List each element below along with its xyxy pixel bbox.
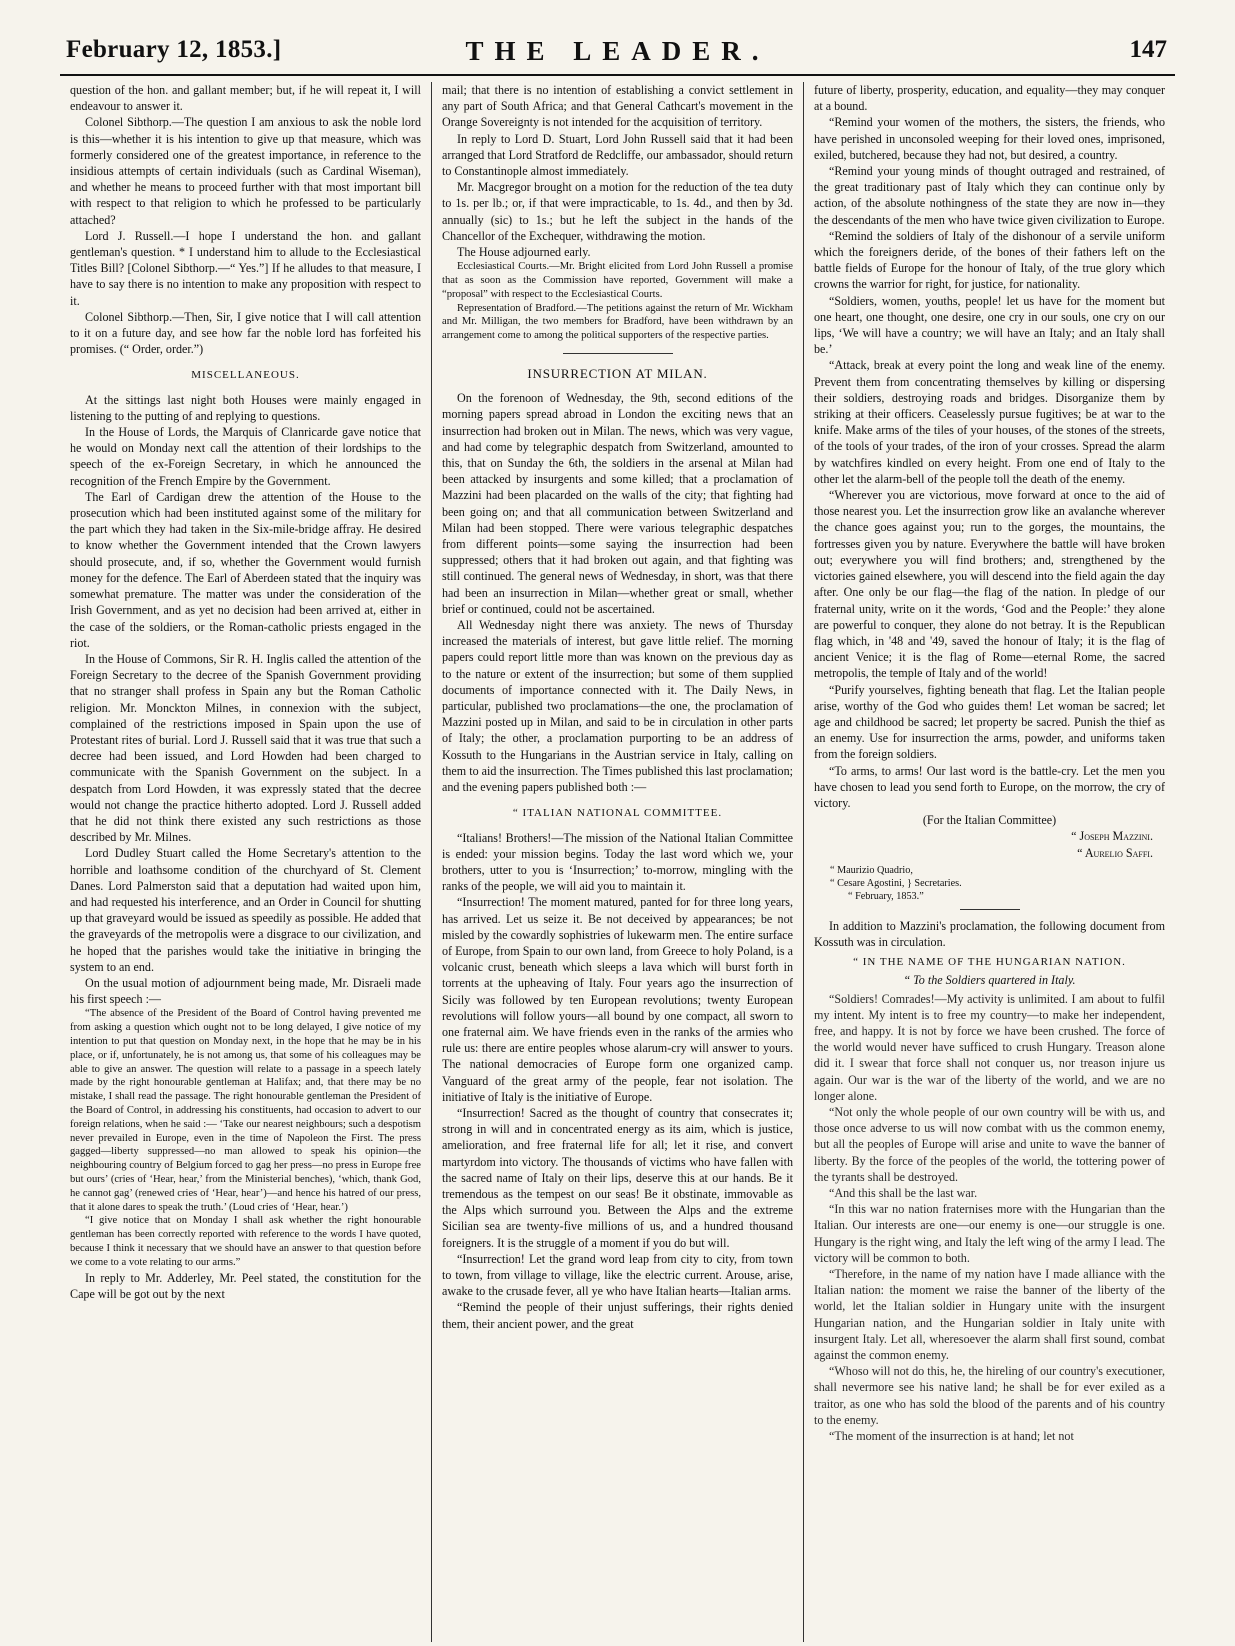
paragraph: The House adjourned early.	[457, 245, 591, 260]
masthead	[60, 28, 1175, 76]
article-columns	[60, 82, 1175, 1642]
proclamation-paragraph: “Insurrection! The moment matured, panted for for three long years, has arrived. Let us seize it. Be not deceived by appearances; be not misled by the cowardly sophistries of lukewarm men. The entire surface of Europe, from Spain to our own land, from Greece to holy Poland, is a volcanic crust, beneath which sleeps a lava which will burst forth in torrents at the upheaving of Italy. Four years ago the insurrection of Sicily was followed by ten European revolutions; twenty European revolutions will follow yours—all bound by one compact, all sworn to one fraternal aim. We have friends even in the ranks of the armies who rule us: there are entire peoples whose alarum-cry will answer to yours. The national democracies of Europe form one organized camp. Vanguard of the great army of the people, fear not isolation. The initiative of Italy is the initiative of Europe.	[442, 895, 793, 1104]
paragraph: Mr. Macgregor brought on a motion for the reduction of the tea duty to 1s. per lb.; or, if that were impracticable, to 1s. 4d., and then by 3d. annually (sic) to 1s.; but he left the subject in the hands of the Chancellor of the Exchequer, withdrawing the motion.	[442, 180, 793, 243]
proclamation-paragraph: future of liberty, prosperity, education, and equality—they may conquer at a bound.	[814, 83, 1165, 114]
signature-saffi: “ Aurelio Saffi.	[1077, 845, 1153, 860]
section-heading-miscellaneous: MISCELLANEOUS.	[191, 369, 300, 382]
paragraph: Colonel Sibthorp.—The question I am anxious to ask the noble lord is this—whether it is his intention to give up that measure, which was formerly considered one of the greatest importance, in reference to the insidious attempts of certain individuals (such as Cardinal Wiseman), and whether he means to proceed further with that most important bill with respect to that religion to which he professed to be particularly attached?	[70, 115, 421, 227]
news-brief: Ecclesiastical Courts.—Mr. Bright elicited from Lord John Russell a promise that as soon as the Commission have reported, Government will make a “proposal” with respect to the Ecclesiastical Courts.	[442, 261, 793, 300]
section-divider	[563, 353, 673, 354]
paragraph: Lord Dudley Stuart called the Home Secretary's attention to the horrible and loathsome condition of the churchyard of St. Clement Danes. Lord Palmerston said that a deputation had waited upon him, and had requested his interference, and an Order in Council for shutting up that graveyard would be issued as speedily as possible. He added that the graveyards of the metropolis were a disgrace to our civilization, and he hoped that the parishes would take the initiative in bringing the system to an end.	[70, 846, 421, 974]
proclamation-paragraph: “Italians! Brothers!—The mission of the National Italian Committee is ended: your mission begins. Today the last word which we, your brothers, utter to you is ‘Insurrection;’ to-morrow, mingling with the ranks of the people, we will aid you to maintain it.	[442, 830, 793, 894]
section-divider	[960, 909, 1020, 910]
secretaries-label: } Secretaries.	[906, 877, 962, 889]
paragraph: In the House of Commons, Sir R. H. Inglis called the attention of the Foreign Secretary to the decree of the Spanish Government providing that no stranger shall profess in Spain any but the Roman Catholic religion. Mr. Monckton Milnes, in connexion with the subject, complained of the restrictions imposed in Spain upon the use of Protestant rites of burial. Lord J. Russell said that it was true that such a decree had been issued, and Lord Howden had been charged to communicate with the Spanish Government on the subject. In a despatch from Lord Howden, it was expressly stated that the decree would not change the practice hitherto adopted. Lord J. Russell added that he did not think there existed any such restrictions as those described by Mr. Milnes.	[70, 651, 421, 845]
proclamation-paragraph: “Attack, break at every point the long and weak line of the enemy. Prevent them from concentrating themselves by killing or dispersing their soldiers, destroying roads and bridges. Disorganize them by striking at their officers. Ceaselessly pursue fugitives; be at war to the knife. Make arms of the tiles of your houses, of the stones of the streets, of the tools of your trades, of the iron of your crosses. Spread the alarm by watchfires kindled on every height. From one end of Italy to the other let the alarm-bell of the people toll the death of the enemy.	[814, 358, 1165, 486]
page-number: 147	[1129, 36, 1167, 63]
column-2	[431, 82, 803, 1642]
proclamation-heading: “ ITALIAN NATIONAL COMMITTEE.	[512, 807, 723, 820]
proclamation-paragraph: “Not only the whole people of our own country will be with us, and those once adverse to us will now combat with us the common enemy, but all the peoples of Europe will arise and unite to wave the banner of liberty. By the force of the peoples of the world, the tottering power of the tyrants shall be destroyed.	[814, 1104, 1165, 1184]
paragraph: question of the hon. and gallant member; but, if he will repeat it, I will endeavour to answer it.	[70, 83, 421, 114]
hungarian-subheading: “ To the Soldiers quartered in Italy.	[903, 973, 1076, 988]
newspaper-title: THE LEADER.	[465, 36, 770, 66]
proclamation-paragraph: “And this shall be the last war.	[829, 1186, 978, 1200]
proclamation-paragraph: “Therefore, in the name of my nation have I made alliance with the Italian nation: the moment we raise the banner of the liberty of the world, let the Italian soldier in Hungary unite with the insurgent Hungarian nation, and the Hungarian soldier in Italy unite with insurgent Italy. Let all, wheresoever the alarm shall first sound, combat against the common enemy.	[814, 1267, 1165, 1363]
proclamation-paragraph: “Remind your women of the mothers, the sisters, the friends, who have perished in unconsoled weeping for their loved ones, imprisoned, exiled, butchered, because they had not, but desired, a country.	[814, 115, 1165, 162]
paragraph: In reply to Mr. Adderley, Mr. Peel stated, the constitution for the Cape will be got out by the next	[70, 1270, 421, 1301]
section-heading-insurrection: INSURRECTION AT MILAN.	[527, 366, 708, 382]
proclamation-paragraph: “Remind your young minds of thought outraged and restrained, of the great traditionary past of Italy which they can continue only by action, of the absolute nothingness of the state they are now in—they the descendants of the men who have twice given civilization to Europe.	[814, 164, 1165, 227]
quoted-speech: “I give notice that on Monday I shall ask whether the right honourable gentleman has been correctly reported with reference to the words I have quoted, because I think it necessary that we should have an answer to that question before we come to a vote relating to our arms.”	[70, 1215, 421, 1268]
proclamation-paragraph: “The moment of the insurrection is at hand; let not	[829, 1429, 1074, 1444]
column-3	[803, 82, 1175, 1642]
proclamation-paragraph: “In this war no nation fraternises more with the Hungarian than the Italian. Our interests are one—our enemy is one—our struggle is one. Hungary is the right wing, and Italy the left wing of the army I lead. The victory will be common to both.	[814, 1202, 1165, 1265]
paragraph: At the sittings last night both Houses were mainly engaged in listening to the putting of and replying to questions.	[70, 392, 421, 423]
secretary-quadrio: “ Maurizio Quadrio,	[830, 864, 913, 876]
proclamation-paragraph: “Insurrection! Let the grand word leap from city to city, from town to town, from village to village, like the electric current. Arouse, arise, awake to the crusade fever, all ye who have Italian hearts—Italian arms.	[442, 1251, 793, 1299]
paragraph: Lord J. Russell.—I hope I understand the hon. and gallant gentleman's question. * I understand him to allude to the Ecclesiastical Titles Bill? [Colonel Sibthorp.—“ Yes.”] If he alludes to that measure, I have to say there is no intention to make any proposition with respect to it.	[70, 228, 421, 308]
secretaries-block	[814, 864, 1165, 903]
proclamation-paragraph: “Insurrection! Sacred as the thought of country that consecrates it; strong in will and in concentrated energy as its aim, which is justice, amelioration, and free fraternal life for all; let it rise, and convert martyrdom into victory. The thousands of victims who have fallen with the sacred name of Italy on their lips, deserve this at our hands. Be it tremendous as the tempest on our seas! Be it obstinate, immovable as the Alps which surround you. Between the Alps and the extreme Sicilian sea are twenty-five millions of us, and a hundred thousand foreigners. It is the struggle of a moment if you do but will.	[442, 1105, 793, 1250]
proclamation-paragraph: “Purify yourselves, fighting beneath that flag. Let the Italian people arise, worthy of the God who guides them! Let woman be sacred; let age and childhood be sacred; let property be sacred. Punish the thief as an enemy. Use for insurrection the arms, powder, and uniforms taken from the foreign soldiers.	[814, 682, 1165, 762]
paragraph: On the forenoon of Wednesday, the 9th, second editions of the morning papers spread abroad in London the exciting news that an insurrection had broken out in Milan. The news, which was very vague, and had come by telegraphic despatch from Switzerland, amounted to this, that on Sunday the 6th, the soldiers in the arsenal at Milan had been attacked by insurgents and some killed; that a proclamation of Mazzini had been placarded on the walls of the city; that fighting had been going on; and that all communication between Switzerland and Milan had been stopped. There were various telegraphic despatches from different points—some saying the insurrection had been suppressed; others that it had broken out again, and that fighting was still continued. The general news of Wednesday, in short, was that there had been an insurrection in Milan—whether great or small, whether brief or continued, could not be ascertained.	[442, 391, 793, 616]
proclamation-paragraph: “Wherever you are victorious, move forward at once to the aid of those nearest you. Let the insurrection grow like an avalanche wherever the chance goes against you; run to the gorges, the mountains, the fortresses given you by nature. Everywhere the battle will have broken out; everywhere you will find brothers; and, strengthened by the victories gained elsewhere, you will descend into the field again the day after. One only be our flag—the flag of the nation. In pledge of our fraternal unity, write on it the words, ‘God and the People:’ they alone are powerful to conquer, they alone do not betray. It is the Republican flag which, in '48 and '49, saved the honour of Italy; it is the flag of ancient Venice; it is the flag of Rome—eternal Rome, the sacred metropolis, the temple of Italy and of the world!	[814, 488, 1165, 681]
proclamation-date: “ February, 1853.”	[848, 890, 924, 902]
proclamation-paragraph: “Remind the people of their unjust sufferings, their rights denied them, their ancient power, and the great	[442, 1300, 793, 1331]
issue-date: February 12, 1853.]	[66, 36, 282, 63]
paragraph: The Earl of Cardigan drew the attention of the House to the prosecution which had been instituted against some of the military for the part which they had taken in the Six-mile-bridge affray. He desired to know whether the Government intended that the Crown lawyers should prosecute, and, if so, whether the Government would furnish money for the defence. The Earl of Aberdeen stated that the inquiry was somewhat premature. The matter was under the consideration of the Irish Government, and as yet no decision had been arrived at, either in the case of the soldiers, or the Roman-catholic priests engaged in the riot.	[70, 489, 421, 650]
quoted-speech: “The absence of the President of the Board of Control having prevented me from asking a question which ought not to be long delayed, I give notice of my intention to put that question on Monday next, in the hope that he may be in his place, or if, unfortunately, he is not among us, that some of his colleagues may be able to give an answer. The question will relate to a passage in a speech lately made by the right honourable gentleman at Halifax; and, that there may be no mistake, I shall read the passage. The right honourable gentleman the President of the Board of Control, in addressing his constituents, had occasion to advert to our foreign relations, when he said :— ‘Take our nearest neighbours; such a despotism never prevailed in Europe, even in the time of Napoleon the First. The press gagged—liberty suppressed—no man allowed to speak his opinion—the neighbouring country of Belgium forced to gag her press—no press in Europe free but ours’ (cries of ‘Hear, hear,’ from the Ministerial benches), ‘which, thank God, he cannot gag’ (renewed cries of ‘Hear, hear’)—and hence his hatred of our press, that it alone dares to speak the truth.’ (Loud cries of ‘Hear, hear.’)	[70, 1008, 421, 1213]
hungarian-heading: “ IN THE NAME OF THE HUNGARIAN NATION.	[853, 956, 1126, 969]
paragraph: mail; that there is no intention of establishing a convict settlement in any part of South Africa; and that General Cathcart's movement in the Orange Sovereignty is not intended for the acquisition of territory.	[442, 83, 793, 130]
proclamation-paragraph: “To arms, to arms! Our last word is the battle-cry. Let the men you have chosen to lead you send forth to Europe, on the morrow, the cry of victory.	[814, 763, 1165, 810]
proclamation-paragraph: “Remind the soldiers of Italy of the dishonour of a servile uniform which the foreigners deride, of the bones of their fathers left on the battle fields of Europe for the honour of Italy, of the true glory which crowns the warrior for right, for justice, for nationality.	[814, 228, 1165, 292]
paragraph: In the House of Lords, the Marquis of Clanricarde gave notice that he would on Monday next call the attention of their lordships to the speech of the ex-Foreign Secretary, in which he announced the recognition of the French Empire by the Government.	[70, 425, 421, 488]
paragraph: On the usual motion of adjournment being made, Mr. Disraeli made his first speech :—	[70, 975, 421, 1007]
paragraph: In reply to Lord D. Stuart, Lord John Russell said that it had been arranged that Lord Stratford de Redcliffe, our ambassador, should return to Constantinople almost immediately.	[442, 131, 793, 179]
paragraph: Colonel Sibthorp.—Then, Sir, I give notice that I will call attention to it on a future day, and see how far the noble lord has forfeited his promises. (“ Order, order.”)	[70, 309, 421, 357]
paragraph: All Wednesday night there was anxiety. The news of Thursday increased the materials of interest, but gave little relief. The morning papers could report little more than was known on the previous day as to the nature or extent of the insurrection; but some of them supplied documents of importance connected with it. The Daily News, in particular, published two proclamations—the one, the proclamation of Mazzini posted up in Milan, and said to be in circulation in other parts of Italy; the other, a proclamation purporting to be an address of Kossuth to the Hungarians in the Austrian service in Italy, calling on them to aid the insurrection. The Times published this last proclamation; and the evening papers published both :—	[442, 618, 793, 795]
committee-line: (For the Italian Committee)	[922, 813, 1057, 828]
proclamation-paragraph: “Soldiers, women, youths, people! let us have for the moment but one heart, one thought, one desire, one cry in our souls, one cry on our lips, ‘We will have a country; we will have an Italy; and an Italy shall be.’	[814, 293, 1165, 357]
column-1	[60, 82, 431, 1642]
news-brief: Representation of Bradford.—The petitions against the return of Mr. Wickham and Mr. Milligan, the two members for Bradford, have been withdrawn by an arrangement come to among the political supporters of the respective parties.	[442, 302, 793, 342]
paragraph: In addition to Mazzini's proclamation, the following document from Kossuth was in circulation.	[814, 918, 1165, 949]
proclamation-paragraph: “Soldiers! Comrades!—My activity is unlimited. I am about to fulfil my intent. My intent is to free my country—to make her independent, free, and happy. It is not by force we have been crushed. The force of the world would never have sufficed to crush Hungary. Treason alone did it. I swear that force shall not conquer us, nor treason injure us again. Our war is the war of the liberty of the world, and we are no longer alone.	[814, 991, 1165, 1103]
proclamation-paragraph: “Whoso will not do this, he, the hireling of our country's executioner, shall nevermore see his native land; he shall be for ever exiled as a traitor, as one who has sold the blood of the parents and of his country to the enemy.	[814, 1364, 1165, 1427]
signature-mazzini: “ Joseph Mazzini.	[1071, 829, 1153, 844]
secretary-agostini: “ Cesare Agostini,	[830, 877, 905, 889]
